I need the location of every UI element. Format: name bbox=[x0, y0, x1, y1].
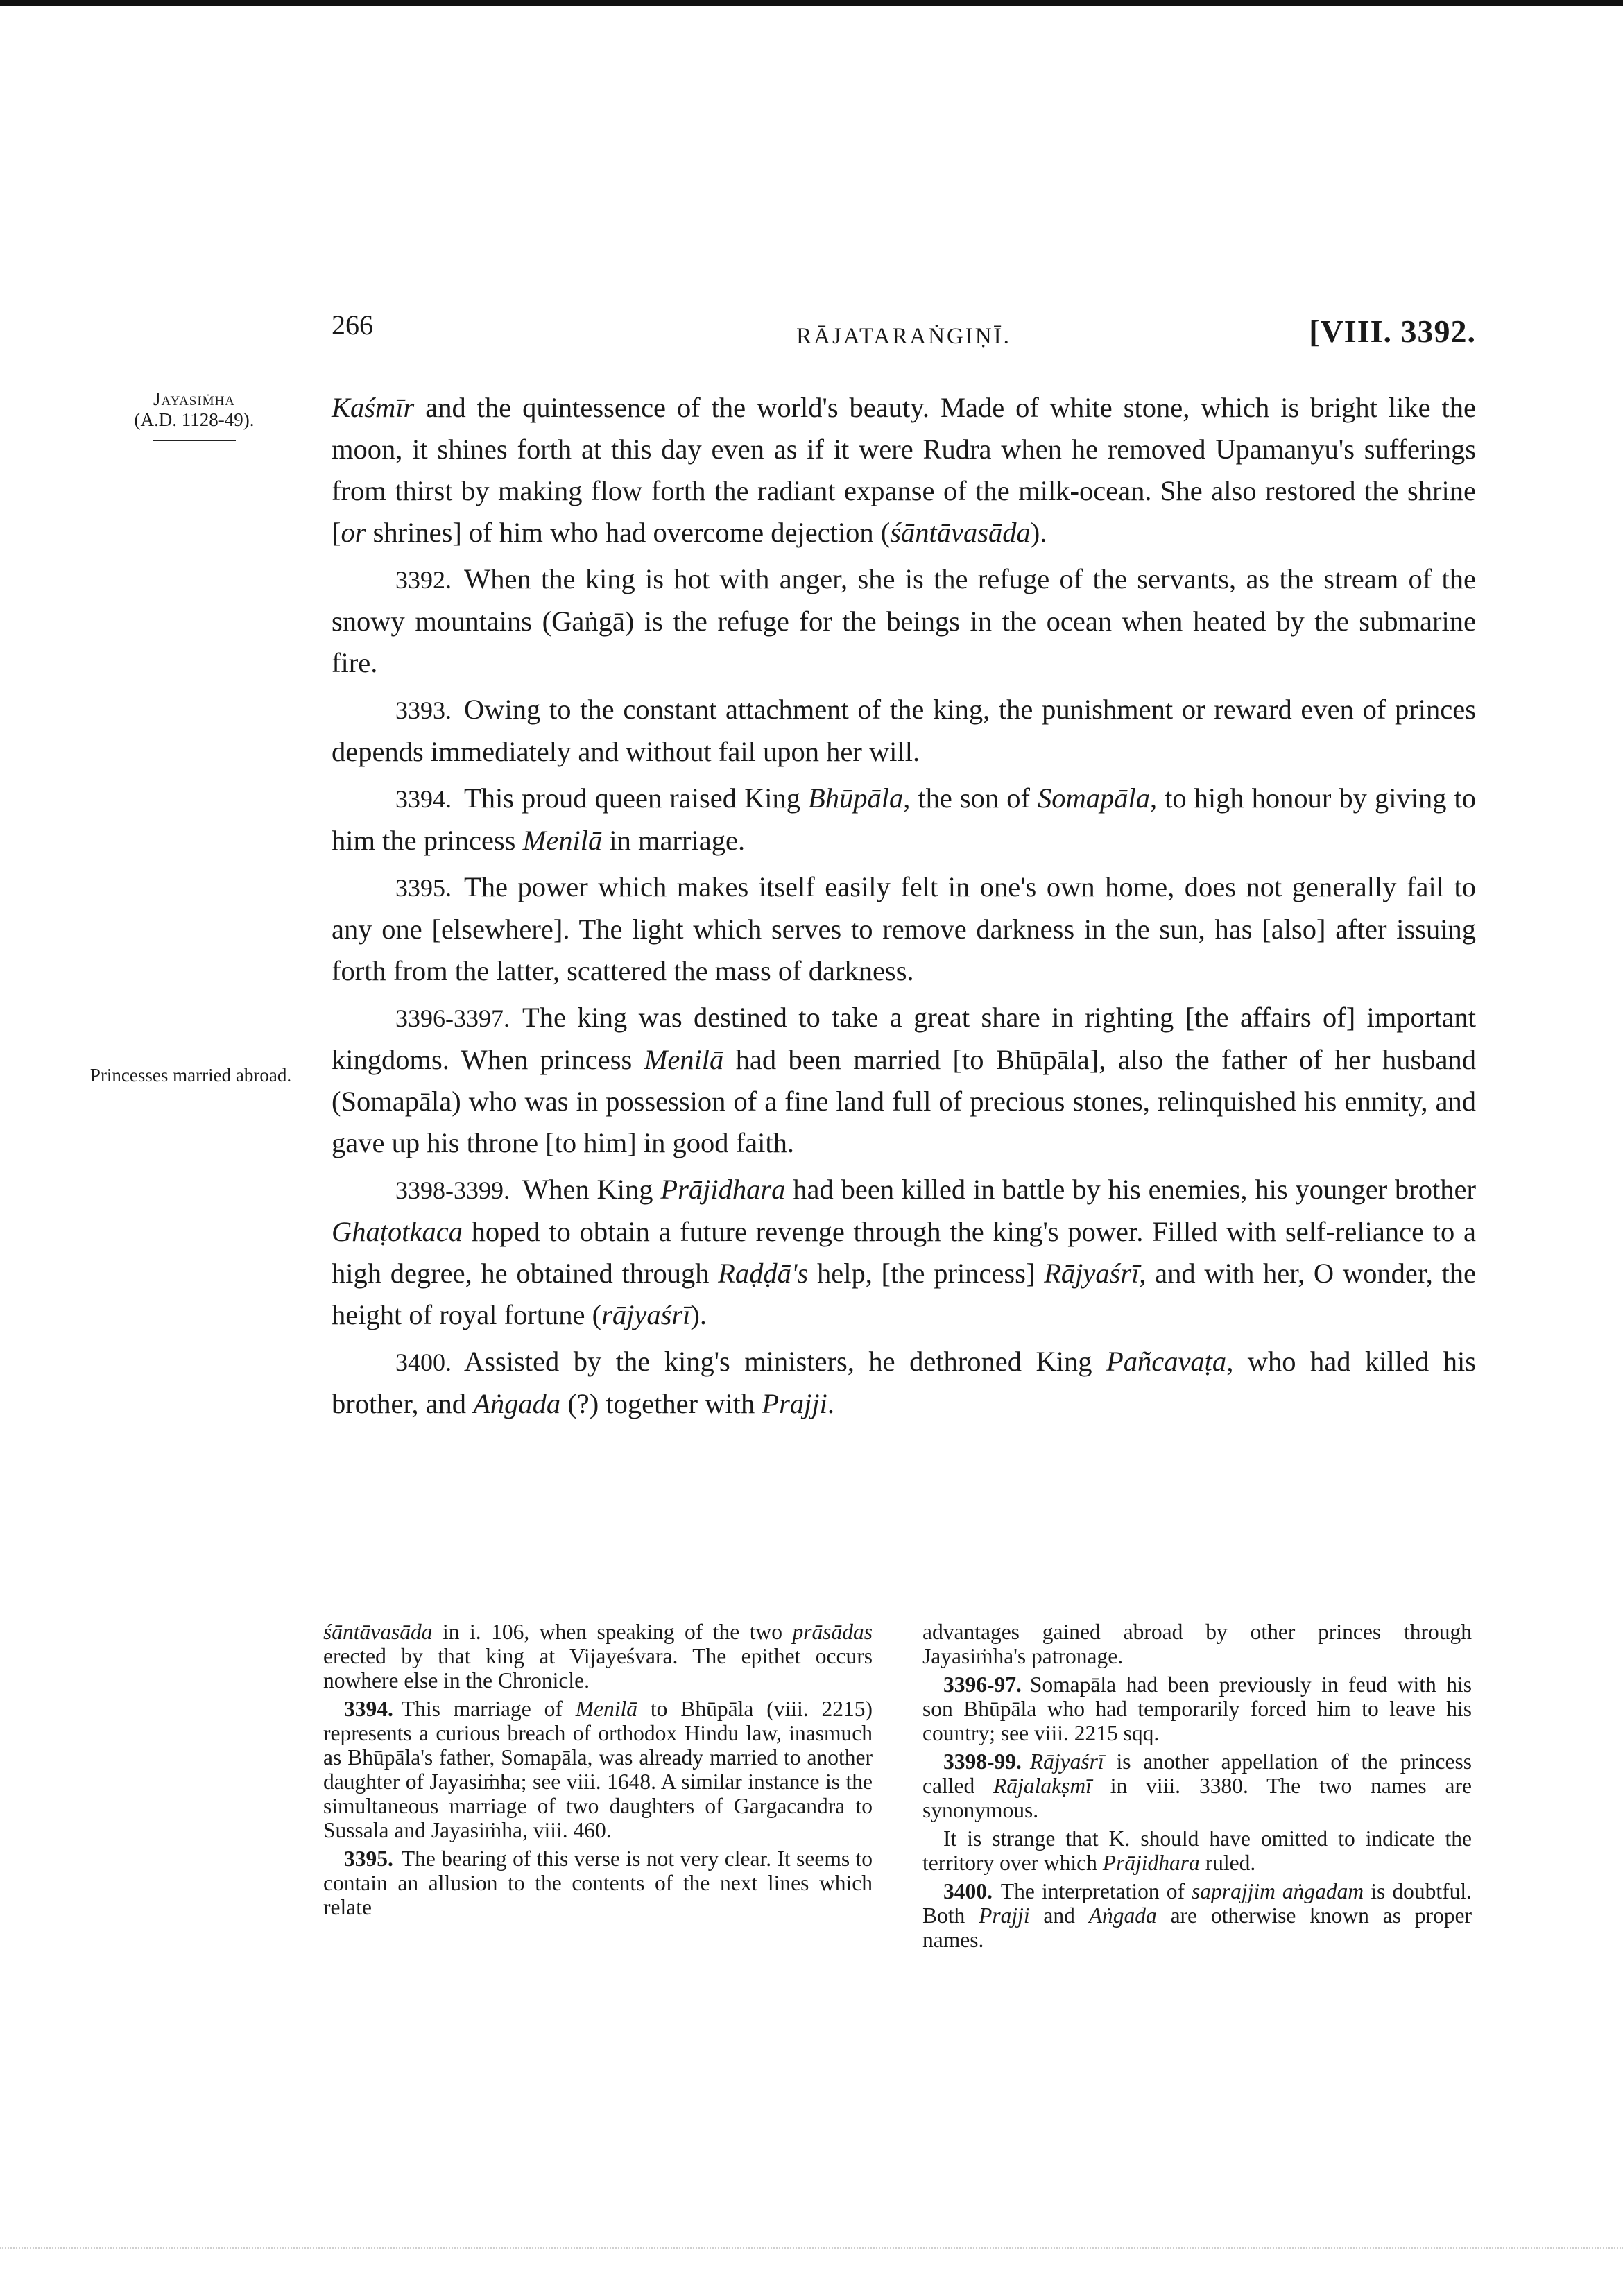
verse-number: 3400. bbox=[395, 1348, 452, 1376]
verse-number: 3393. bbox=[395, 696, 452, 724]
text-run: is another appellation of the princess called bbox=[922, 1749, 1472, 1798]
page-number: 266 bbox=[332, 309, 373, 341]
verse-number: 3394. bbox=[395, 785, 452, 813]
text-run: The power which makes itself easily felt in one's own home, does not generally fail to any one [elsewhere]. The light which serves to remove darkness in the sun, has [also] after issuing forth from the latter, scattered the mass of darkness. bbox=[332, 871, 1476, 986]
italic-term: Rājyaśrī bbox=[1044, 1258, 1140, 1289]
italic-term: Prājidhara bbox=[1102, 1851, 1200, 1875]
margin-note-princesses-text: Princesses married abroad. bbox=[89, 1065, 292, 1086]
verse-paragraph bbox=[332, 778, 1476, 862]
text-run: in marriage. bbox=[602, 825, 746, 856]
text-run: Owing to the constant attachment of the king, the punishment or reward even of princes depends immediately and without fail upon her will. bbox=[332, 694, 1476, 767]
margin-divider bbox=[153, 440, 236, 441]
text-run: help, [the princess] bbox=[808, 1258, 1045, 1289]
text-run: shrines] of him who had overcome dejection ( bbox=[366, 517, 891, 548]
text-run: erected by that king at Vijayeśvara. The epithet occurs nowhere else in the Chronicle. bbox=[323, 1644, 873, 1693]
footnote-number: 3398-99. bbox=[943, 1749, 1022, 1774]
intro-paragraph bbox=[332, 387, 1476, 554]
italic-term: Somapāla bbox=[1037, 782, 1150, 814]
text-run: in i. 106, when speaking of the two bbox=[432, 1620, 793, 1644]
italic-term: Menilā bbox=[522, 825, 603, 856]
text-run: had been killed in battle by his enemies, his younger brother bbox=[785, 1174, 1476, 1205]
text-run: ). bbox=[1030, 517, 1047, 548]
text-run: advantages gained abroad by other princes through Jayasiṁha's patronage. bbox=[922, 1620, 1472, 1668]
text-run: are otherwise known as proper names. bbox=[922, 1903, 1472, 1952]
footnote bbox=[922, 1672, 1472, 1745]
italic-term: Rājyaśrī bbox=[1029, 1749, 1104, 1774]
verse-number: 3395. bbox=[395, 874, 452, 902]
footnote bbox=[323, 1697, 873, 1842]
running-title: RĀJATARAṄGIṆĪ. bbox=[796, 324, 1011, 349]
footnote-number: 3394. bbox=[344, 1697, 393, 1721]
italic-term: Bhūpāla bbox=[808, 782, 904, 814]
footnote-number: 3395. bbox=[344, 1847, 393, 1871]
italic-term: Rājalakṣmī bbox=[993, 1774, 1092, 1798]
text-run: in viii. 3380. The two names are synonymous. bbox=[922, 1774, 1472, 1822]
verse-paragraph bbox=[332, 1341, 1476, 1425]
text-run: The bearing of this verse is not very clear. It seems to contain an allusion to the contents of the next lines which relate bbox=[323, 1847, 873, 1919]
footnote-number: 3396-97. bbox=[943, 1672, 1022, 1697]
italic-term: rājyaśrī bbox=[601, 1299, 691, 1330]
italic-term: Ghaṭotkaca bbox=[332, 1216, 463, 1247]
italic-term: Prājidhara bbox=[660, 1174, 786, 1205]
italic-term: śāntāvasāda bbox=[323, 1620, 433, 1644]
footnote bbox=[922, 1826, 1472, 1875]
footnote bbox=[922, 1879, 1472, 1952]
italic-term: Aṅgada bbox=[1088, 1903, 1157, 1928]
text-run: This marriage of bbox=[401, 1697, 576, 1721]
text-run: (?) together with bbox=[560, 1388, 762, 1419]
text-run: and bbox=[1029, 1903, 1089, 1928]
italic-term: Menilā bbox=[575, 1697, 638, 1721]
text-run: It is strange that K. should have omitted to indicate the territory over which bbox=[922, 1826, 1472, 1875]
text-run: . bbox=[827, 1388, 834, 1419]
text-run: , the son of bbox=[903, 782, 1038, 814]
text-run: ruled. bbox=[1199, 1851, 1256, 1875]
footnote bbox=[323, 1847, 873, 1919]
text-run: When King bbox=[522, 1174, 661, 1205]
text-run: had been married [to Bhūpāla], also the father of her husband (Somapāla) who was in possession of a fine land full of precious stones, relinquished his enmity, and gave up his throne [to him] in good faith. bbox=[332, 1044, 1476, 1158]
italic-term: prāsādas bbox=[792, 1620, 873, 1644]
ruler-name: Jayasiṁha bbox=[153, 388, 236, 409]
italic-term: Aṅgada bbox=[473, 1388, 561, 1419]
page-bottom-edge bbox=[0, 2247, 1623, 2249]
text-run: to Bhūpāla (viii. 2215) represents a curious breach of orthodox Hindu law, inasmuch as Bhūpāla's father, Somapāla, was already married to another daughter of Jayasiṁha; see viii. 1648. A similar instance is the simultaneous marriage of two daughters of Gargacandra to Sussala and Jayasiṁha, viii. 460. bbox=[323, 1697, 873, 1842]
italic-term: Raḍḍā's bbox=[718, 1258, 809, 1289]
verse-paragraph bbox=[332, 689, 1476, 773]
text-run: The interpretation of bbox=[1000, 1879, 1192, 1903]
italic-term: Pañcavaṭa bbox=[1106, 1346, 1227, 1377]
italic-term: śāntāvasāda bbox=[890, 517, 1031, 548]
italic-term: Prajji bbox=[979, 1903, 1030, 1928]
ruler-dates: (A.D. 1128-49). bbox=[134, 409, 255, 430]
verse-number: 3396-3397. bbox=[395, 1004, 510, 1032]
footnote-number: 3400. bbox=[943, 1879, 993, 1903]
text-run: The king was destined to take a great share in righting [the affairs of] important kingdoms. When princess bbox=[332, 1002, 1476, 1075]
verse-paragraph bbox=[332, 1169, 1476, 1336]
margin-note-princesses bbox=[80, 1065, 302, 1086]
verse-number: 3398-3399. bbox=[395, 1176, 510, 1204]
verse-number: 3392. bbox=[395, 566, 452, 594]
footnote bbox=[323, 1620, 873, 1693]
text-run: Somapāla had been previously in feud with his son Bhūpāla who had temporarily forced him to leave his country; see viii. 2215 sqq. bbox=[922, 1672, 1472, 1745]
italic-term: Prajji bbox=[762, 1388, 827, 1419]
margin-note-ruler bbox=[83, 388, 305, 441]
verse-paragraph bbox=[332, 558, 1476, 684]
italic-term: saprajjim aṅgadam bbox=[1192, 1879, 1364, 1903]
verse-paragraph bbox=[332, 866, 1476, 992]
verse-paragraph bbox=[332, 997, 1476, 1164]
italic-term: Kaśmīr bbox=[332, 392, 415, 423]
italic-term: Menilā bbox=[644, 1044, 724, 1075]
text-run: , to high honour by giving to him the princess bbox=[332, 782, 1476, 856]
page-header bbox=[332, 309, 1476, 357]
text-run: , who had killed his brother, and bbox=[332, 1346, 1476, 1419]
section-reference: [VIII. 3392. bbox=[1309, 314, 1476, 349]
footnote bbox=[922, 1749, 1472, 1822]
text-run: is doubtful. Both bbox=[922, 1879, 1472, 1928]
text-run: , and with her, O wonder, the height of royal fortune ( bbox=[332, 1258, 1476, 1330]
footnote bbox=[922, 1620, 1472, 1668]
footnotes-right-column bbox=[922, 1620, 1472, 1956]
text-run: Assisted by the king's ministers, he dethroned King bbox=[464, 1346, 1106, 1377]
text-run: and the quintessence of the world's beauty. Made of white stone, which is bright like the moon, it shines forth at this day even as if it were Rudra when he removed Upamanyu's sufferings from thirst by making flow forth the radiant expanse of the milk-ocean. She also restored the shrine [ bbox=[332, 392, 1476, 548]
main-text bbox=[332, 387, 1476, 1430]
text-run: When the king is hot with anger, she is the refuge of the servants, as the stream of the snowy mountains (Gaṅgā) is the refuge for the beings in the ocean when heated by the submarine fire. bbox=[332, 563, 1476, 678]
italic-term: or bbox=[341, 517, 366, 548]
text-run: This proud queen raised King bbox=[464, 782, 809, 814]
text-run: hoped to obtain a future revenge through the king's power. Filled with self-reliance to a high degree, he obtained through bbox=[332, 1216, 1476, 1289]
footnotes-left-column bbox=[323, 1620, 873, 1924]
text-run: ). bbox=[690, 1299, 707, 1330]
top-border-rule bbox=[0, 0, 1623, 6]
verse-list bbox=[332, 558, 1476, 1425]
